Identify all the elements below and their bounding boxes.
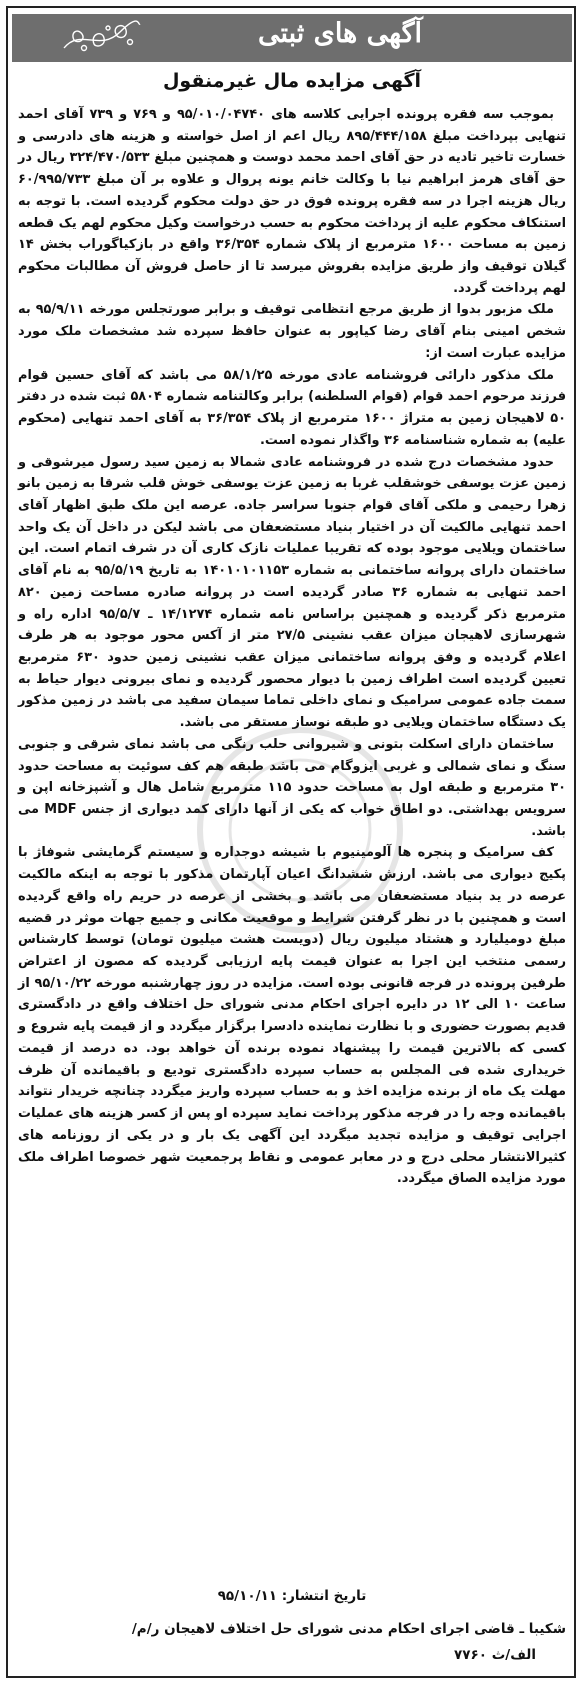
- notice-body: [18, 104, 566, 1190]
- notice-paragraph: ملک مذکور دارائی فروشنامه عادی مورخه ۵۸/۱/۲۵ می باشد که آقای حسین قوام فرزند مرحوم احمد قوام (قوام السلطنه) برابر وکالتنامه شماره ۵۸۰۴ ثبت شده در دفتر ۵۰ لاهیجان زمین به متراژ ۱۶۰۰ مترمربع از پلاک ۳۶/۳۵۴ به آقای احمد تنهایی (محکوم علیه) به شماره شناسنامه ۳۶ واگذار نموده است.: [18, 367, 567, 448]
- reference-code: الف/ث ۷۷۶۰: [454, 1647, 536, 1663]
- notice-title: آگهی مزایده مال غیرمنقول: [162, 70, 422, 92]
- notice-paragraph: ملک مزبور بدوا از طریق مرجع انتظامی توقیف و برابر صورتجلس مورخه ۹۵/۹/۱۱ به شخص امینی بنام آقای رضا کیاپور به عنوان حافظ سپرده شد مشخصات ملک مورد مزایده عبارت است از:: [18, 302, 566, 361]
- signature-block: [18, 1616, 566, 1668]
- notice-paragraph: بموجب سه فقره پرونده اجرایی کلاسه های ۹۵/۰۱۰/۰۴۷۴۰ و ۷۶۹ و ۷۳۹ آقای احمد تنهایی بپرداخت مبلغ ۸۹۵/۴۴۴/۱۵۸ ریال اعم از اصل خواسته و هزینه های دادرسی و خسارت تاخیر تادیه در حق آقای احمد محمد دوست و همچنین مبلغ ۳۲۴/۴۷۰/۵۳۳ ریال در حق آقای هرمز ابراهیم نیا با وکالت خانم یونه پروال و علاوه بر آن مبلغ ۶۰/۹۹۵/۷۳۳ ریال هزینه اجرا در سه فقره پرونده فوق در حق دولت محکوم گردیده است. با توجه به استنکاف محکوم علیه از پرداخت محکوم به حسب درخواست وکیل محکوم لهم یک قطعه زمین به مساحت ۱۶۰۰ مترمربع از پلاک شماره ۳۶/۳۵۴ واقع در بازکیاگوراب بخش ۱۴ گیلان توقیف واز طریق مزایده بفروش میرسد تا از حاصل فروش آن مطالبات محکوم لهم پرداخت گردد.: [18, 107, 567, 296]
- notice-paragraph: حدود مشخصات درج شده در فروشنامه عادی شمالا به زمین سید رسول میرشوقی و زمین عزت یوسفی خوشقلب غربا به زمین عزت یوسفی خوش قلب شرقا به زمین بانو زهرا رحیمی و ملکی آقای قوام جنوبا سراسر جاده. عرصه این ملک طبق اظهار آقای احمد تنهایی مالکیت آن در اختیار بنیاد مستضعفان می باشد لیکن در داخل آن یک واحد ساختمان ویلایی موجود بوده که تقریبا عملیات نازک کاری آن در شرف اتمام است. این ساختمان دارای پروانه ساختمانی به شماره ۱۴۰۱۰۱۰۱۱۵۳ به تاریخ ۹۵/۵/۱۹ به نام آقای احمد تنهایی به شماره ۳۶ صادر گردیده است در پروانه صادره مساحت زمین ۸۲۰ مترمربع ذکر گردیده و همچنین براساس نامه شماره ۱۴/۱۲۷۴ ـ ۹۵/۵/۷ اداره راه و شهرسازی لاهیجان میزان عقب نشینی ۲۷/۵ متر از آکس محور موجود به هر طرف اعلام گردیده و وفق پروانه ساختمانی میزان عقب نشینی زمین حدود ۶۳۰ مترمربع تعیین گردیده است اطراف زمین با دیوار محصور گردیده و نمای بیرونی دیوار حیاط به سمت جاده عمومی سرامیک و نمای داخلی تماما سیمان سفید می باشد در زمین مذکور یک دستگاه ساختمان ویلایی دو طبقه نوساز مستقر می باشد.: [18, 454, 567, 731]
- banner-title: آگهی های ثبتی: [257, 18, 422, 49]
- floral-ornament-icon: [60, 18, 142, 58]
- notice-paragraph: ساختمان دارای اسکلت بتونی و شیروانی حلب رنگی می باشد نمای شرقی و جنوبی سنگ و نمای شمالی و غربی ایزوگام می باشد طبقه هم کف سوئیت به مساحت حدود ۳۰ مترمربع و طبقه اول به مساحت حدود ۱۱۵ مترمربع شامل هال و آشپزخانه اپن و سرویس بهداشتی. دو اطاق خواب که یکی از آنها دارای کمد دیواری از جنس MDF می باشد.: [18, 736, 566, 839]
- notice-paragraph: کف سرامیک و پنجره ها آلومینیوم با شیشه دوجداره و سیستم گرمایشی شوفاژ با پکیج دیواری می باشد. ارزش ششدانگ اعیان آپارتمان مذکور با توجه به اینکه مالکیت عرصه در ید بنیاد مستضعفان می باشد و بخشی از عرصه در حریم راه واقع گردیده است و همچنین با در نظر گرفتن شرایط و موقعیت مکانی و جمیع جهات موثر در قضیه مبلغ دومیلیارد و هشتاد میلیون ریال (دویست هشت میلیون تومان) توسط کارشناس رسمی منتخب این اجرا به عنوان قیمت پایه ارزیابی گردیده که مصون از اعتراض طرفین پرونده در فرجه قانونی بوده است. مزایده در روز چهارشنبه مورخه ۹۵/۱۰/۲۲ از ساعت ۱۰ الی ۱۲ در دایره اجرای احکام مدنی شورای حل اختلاف واقع در دادگستری قدیم بصورت حضوری و با نظارت نماینده دادسرا برگزار میگردد و از قیمت پایه شروع و کسی که بالاترین قیمت را پیشنهاد نموده برنده آن خواهد بود. ده درصد از قیمت خریداری شده فی المجلس به حساب سپرده دادگستری تودیع و باقیمانده آن ظرف مهلت یک ماه از برنده مزایده اخذ و به حساب سپرده واریز میگردد چنانچه خریدار نتواند باقیمانده وجه را در فرجه مذکور پرداخت نماید سپرده او پس از کسر هزینه های عملیات اجرایی توقیف و مزایده تجدید میگردد این آگهی یک بار و در یکی از روزنامه های کثیرالانتشار محلی درج و در معابر عمومی و نقاط پرجمعیت شهر خصوصا اطراف ملک مورد مزایده الصاق میگردد.: [18, 845, 566, 1187]
- publish-date: تاریخ انتشار: ۹۵/۱۰/۱۱: [217, 1588, 367, 1604]
- section-banner: [12, 14, 572, 62]
- signature-line: شکیبا ـ قاضی اجرای احکام مدنی شورای حل اختلاف لاهیجان ر/م/: [131, 1621, 566, 1637]
